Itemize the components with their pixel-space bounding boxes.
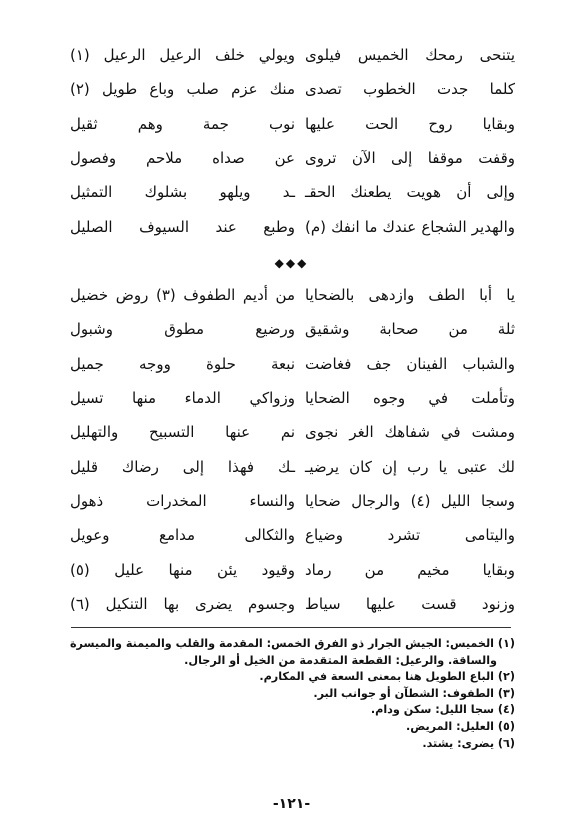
verse-line bbox=[70, 72, 515, 106]
verse-first-hemistich: والهدير الشجاع عندك ما انفك (م) bbox=[305, 217, 515, 236]
verse-second-hemistich: من أديم الطفوف (٣) روض خضيل bbox=[70, 286, 295, 305]
verse-line bbox=[70, 518, 515, 552]
footnote: (٦) يضرى: يشتد. bbox=[422, 736, 515, 750]
verse-first-hemistich: يتنحى رمحك الخميس فيلوى bbox=[305, 46, 515, 65]
footnote-separator bbox=[71, 627, 511, 628]
verse-first-hemistich: وبقايا روح الحت عليها bbox=[305, 114, 515, 133]
verse-first-hemistich: يا أبا الطف وازدهى بالضحايا bbox=[305, 286, 515, 305]
footnote: (٣) الطفوف: الشطآن أو جوانب البر. bbox=[313, 686, 515, 700]
verse-first-hemistich: والشباب الفينان جف فغاضت bbox=[305, 354, 515, 373]
verse-first-hemistich: واليتامى تشرد وضياع bbox=[305, 526, 515, 545]
verse-second-hemistich: عن صداه ملاحم وفصول bbox=[70, 149, 295, 168]
verse-second-hemistich: والنساء المخدرات ذهول bbox=[70, 491, 295, 510]
verse-second-hemistich: وزواكي الدماء منها تسيل bbox=[70, 389, 295, 408]
verse-second-hemistich: والثكالى مدامع وعويل bbox=[70, 526, 295, 545]
footnote: (٢) الباع الطويل هنا بمعنى السعة في المكارم. bbox=[259, 670, 515, 684]
section-divider-ornament: ◆◆◆ bbox=[274, 256, 309, 270]
verse-line bbox=[70, 587, 515, 621]
poem-stanza-2 bbox=[70, 278, 515, 621]
verse-first-hemistich: كلما جدت الخطوب تصدى bbox=[305, 80, 515, 99]
verse-second-hemistich: نوب جمة وهم ثقيل bbox=[70, 114, 295, 133]
verse-second-hemistich: وجسوم يضرى بها التنكيل (٦) bbox=[70, 594, 295, 613]
verse-first-hemistich: وزنود قست عليها سياط bbox=[305, 594, 515, 613]
footnote-continuation: والساقة. والرعيل: القطعة المتقدمة من الخيل أو الرجال. bbox=[184, 653, 497, 667]
footnote: (٤) سجا الليل: سكن ودام. bbox=[370, 703, 515, 717]
verse-line bbox=[70, 175, 515, 209]
verse-first-hemistich: وبقايا مخيم من رماد bbox=[305, 560, 515, 579]
verse-line bbox=[70, 141, 515, 175]
verse-second-hemistich: ويولي خلف الرعيل الرعيل (١) bbox=[70, 46, 295, 65]
verse-line bbox=[70, 347, 515, 381]
verse-first-hemistich: ثلة من صحابة وشقيق bbox=[305, 320, 515, 339]
verse-second-hemistich: نم عنها التسبيح والتهليل bbox=[70, 423, 295, 442]
verse-first-hemistich: وتأملت في وجوه الضحايا bbox=[305, 389, 515, 408]
verse-second-hemistich: وطبع عند السيوف الصليل bbox=[70, 217, 295, 236]
verse-line bbox=[70, 312, 515, 346]
verse-line bbox=[70, 381, 515, 415]
verse-second-hemistich: ـك فهذا إلى رضاك قليل bbox=[70, 457, 295, 476]
verse-second-hemistich: ـد ويلهو بشلوك التمثيل bbox=[70, 183, 295, 202]
verse-second-hemistich: منك عزم صلب وباع طويل (٢) bbox=[70, 80, 295, 99]
verse-line bbox=[70, 209, 515, 243]
verse-first-hemistich: وإلى أن هويت يطعنك الحقـ bbox=[305, 183, 515, 202]
verse-first-hemistich: وقفت موقفا إلى الآن تروى bbox=[305, 149, 515, 168]
verse-line bbox=[70, 107, 515, 141]
verse-first-hemistich: وسجا الليل (٤) والرجال ضحايا bbox=[305, 491, 516, 510]
verse-second-hemistich: وقيود يئن منها عليل (٥) bbox=[70, 560, 295, 579]
verse-first-hemistich: لك عتبى يا رب إن كان يرضيـ bbox=[305, 457, 515, 476]
verse-line bbox=[70, 278, 515, 312]
footnote: (١) الخميس: الجيش الجرار ذو الفرق الخمس: المقدمة والقلب والميمنة والميسرة bbox=[69, 637, 515, 650]
verse-line bbox=[70, 415, 515, 449]
verse-second-hemistich: نبعة حلوة ووجه جميل bbox=[70, 354, 295, 373]
verse-line bbox=[70, 449, 515, 483]
verse-line bbox=[70, 484, 515, 518]
footnotes bbox=[69, 636, 515, 752]
verse-first-hemistich: ومشت في شفاهك الغر نجوى bbox=[305, 423, 515, 442]
verse-line bbox=[70, 38, 515, 72]
verse-second-hemistich: ورضيع مطوق وشبول bbox=[70, 320, 295, 339]
footnote: (٥) العليل: المريض. bbox=[405, 719, 515, 733]
verse-line bbox=[70, 552, 515, 586]
page-number: -١٢١- bbox=[272, 796, 311, 812]
poem-stanza-1 bbox=[70, 38, 515, 244]
